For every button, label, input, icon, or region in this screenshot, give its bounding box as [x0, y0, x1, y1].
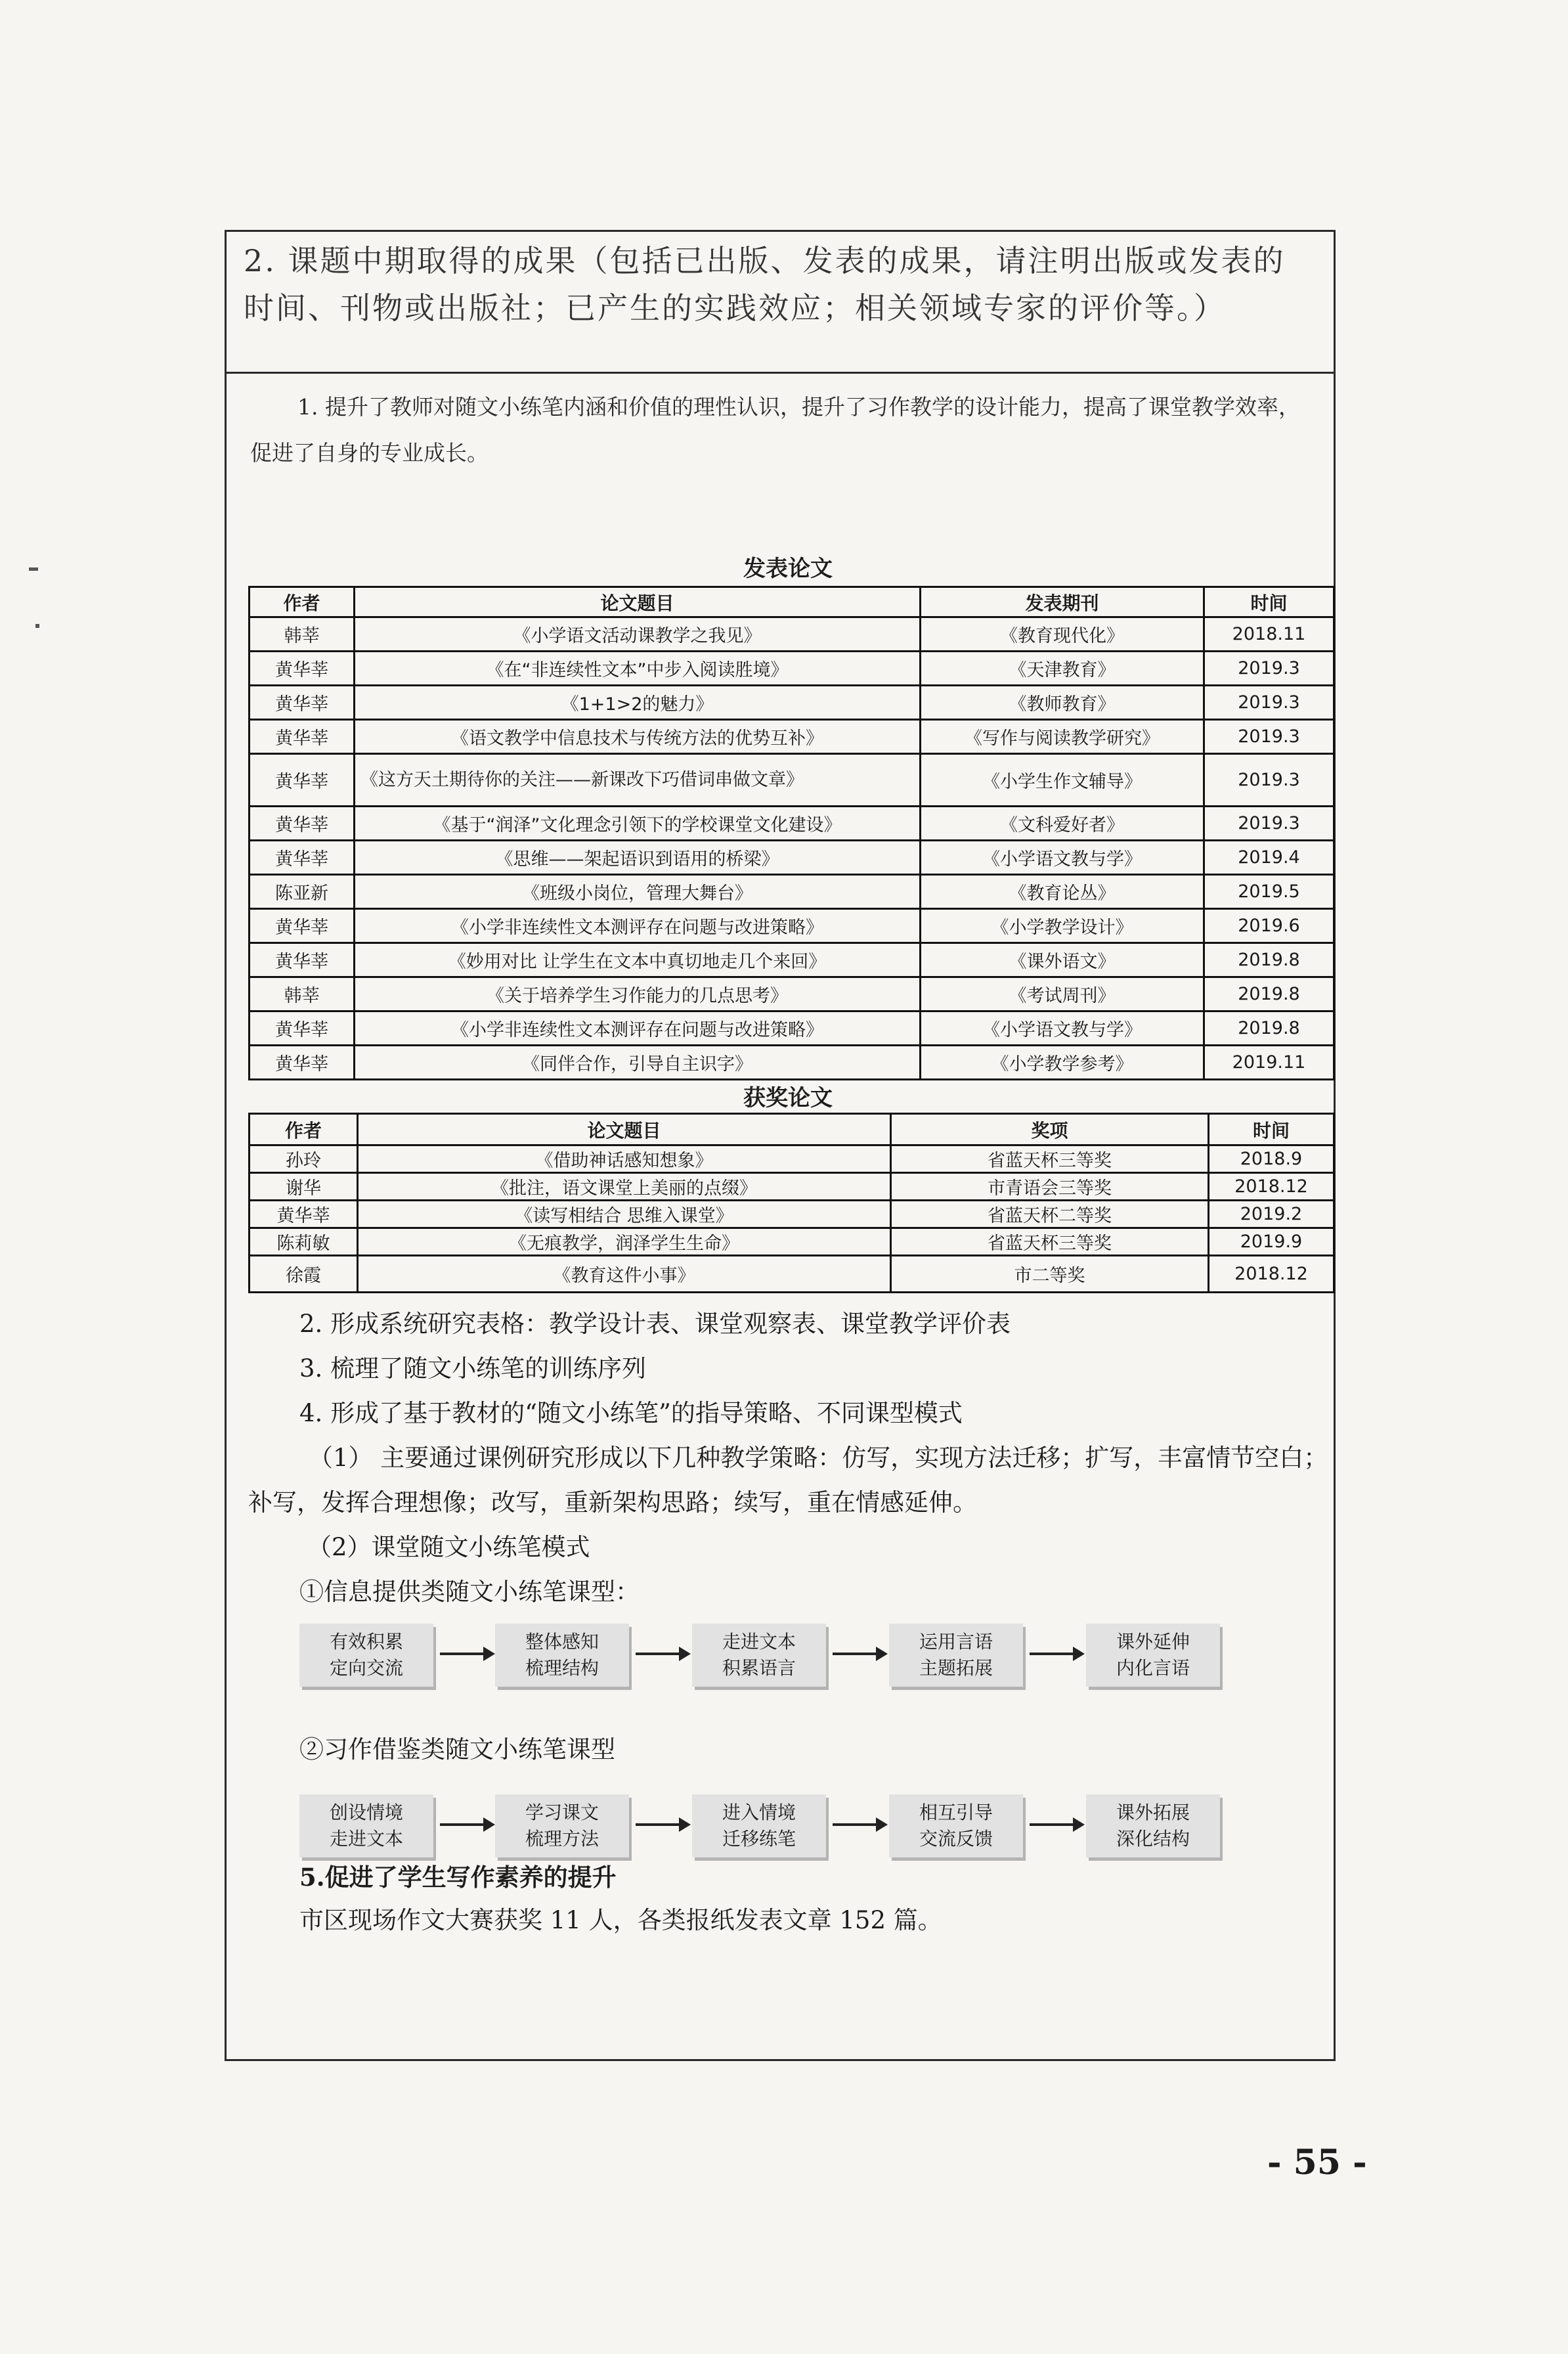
flow-step-line: 梳理结构: [525, 1657, 599, 1679]
date-cell: 2018.12: [1209, 1256, 1334, 1293]
author-cell: 陈亚新: [250, 875, 355, 909]
title-cell: 《批注，语文课堂上美丽的点缀》: [358, 1173, 891, 1201]
author-cell: 韩莘: [250, 977, 355, 1011]
flow-step-line: 交流反馈: [919, 1828, 993, 1850]
flow-step-line: 迁移练笔: [722, 1828, 796, 1850]
author-cell: 孙玲: [250, 1145, 358, 1173]
item-5-title: 5.促进了学生写作素养的提升: [299, 1863, 617, 1892]
header-cell: 时间: [1204, 587, 1334, 617]
header-cell: 作者: [250, 587, 355, 617]
source-cell: 《写作与阅读教学研究》: [921, 720, 1204, 754]
source-cell: 《考试周刊》: [921, 977, 1204, 1011]
source-cell: 《小学教学参考》: [921, 1046, 1204, 1080]
flow-step-line: 梳理方法: [525, 1828, 599, 1850]
flow-step-line: 学习课文: [525, 1802, 599, 1823]
title-cell: 《读写相结合 思维入课堂》: [358, 1201, 891, 1228]
flow-step: [299, 1624, 433, 1687]
flow-step-line: 课外延伸: [1116, 1631, 1190, 1653]
table-row: [250, 1256, 1334, 1293]
date-cell: 2019.5: [1204, 875, 1334, 909]
flow-step-line: 走进文本: [329, 1828, 403, 1850]
source-cell: 市二等奖: [891, 1256, 1209, 1293]
awards-caption: 获奖论文: [743, 1085, 833, 1111]
flow-arrow-icon: [1030, 1823, 1082, 1826]
page-number: - 55 -: [1267, 2143, 1367, 2183]
table-row: [250, 807, 1334, 841]
flow-step-line: 积累语言: [722, 1657, 796, 1679]
date-cell: 2019.8: [1204, 943, 1334, 977]
item-4-1: （1） 主要通过课例研究形成以下几种教学策略：仿写，实现方法迁移；扩写，丰富情节空白；补写，发挥合理想像；改写，重新架构思路；续写，重在情感延伸。: [248, 1444, 1328, 1517]
intro-paragraph: 1. 提升了教师对随文小练笔内涵和价值的理性认识，提升了习作教学的设计能力，提高了课堂教学效率，促进了自身的专业成长。: [250, 394, 1300, 466]
table-row: [250, 977, 1334, 1011]
flow-step-line: 整体感知: [525, 1631, 599, 1653]
item-4-2: （2）课堂随文小练笔模式: [307, 1533, 590, 1561]
author-cell: 黄华莘: [250, 807, 355, 841]
flow-step: [1086, 1794, 1220, 1857]
table-row: [250, 617, 1334, 652]
header-cell: 论文题目: [355, 587, 921, 617]
flow-step-line: 创设情境: [329, 1802, 403, 1823]
flow-step: [495, 1794, 629, 1857]
date-cell: 2019.3: [1204, 807, 1334, 841]
flow-arrow-icon: [1030, 1653, 1082, 1655]
author-cell: 谢华: [250, 1173, 358, 1201]
date-cell: 2019.3: [1204, 686, 1334, 720]
item-3: 3. 梳理了随文小练笔的训练序列: [299, 1354, 647, 1383]
flow1-title: ①信息提供类随文小练笔课型：: [299, 1578, 640, 1606]
source-cell: 《小学语文教与学》: [921, 1011, 1204, 1046]
table-row: [250, 720, 1334, 754]
date-cell: 2019.3: [1204, 652, 1334, 686]
header-cell: 时间: [1209, 1114, 1334, 1145]
date-cell: 2019.8: [1204, 977, 1334, 1011]
flow-step: [692, 1624, 826, 1687]
title-cell: 《借助神话感知想象》: [358, 1145, 891, 1173]
title-cell: 《班级小岗位，管理大舞台》: [355, 875, 921, 909]
table-row: [250, 1011, 1334, 1046]
source-cell: 《教育论丛》: [921, 875, 1204, 909]
author-cell: 黄华莘: [250, 652, 355, 686]
award-papers-table: [248, 1113, 1335, 1293]
source-cell: 省蓝天杯三等奖: [891, 1228, 1209, 1256]
table-row: [250, 1201, 1334, 1228]
date-cell: 2019.2: [1209, 1201, 1334, 1228]
author-cell: 黄华莘: [250, 1011, 355, 1046]
item-2: 2. 形成系统研究表格：教学设计表、课堂观察表、课堂教学评价表: [299, 1310, 1011, 1338]
title-cell: 《语文教学中信息技术与传统方法的优势互补》: [355, 720, 921, 754]
title-cell: 《基于“润泽”文化理念引领下的学校课堂文化建设》: [355, 807, 921, 841]
table-row: [250, 1046, 1334, 1080]
table-header-row: [250, 1114, 1334, 1145]
date-cell: 2019.3: [1204, 720, 1334, 754]
flow-step-line: 运用言语: [919, 1631, 993, 1653]
flow-arrow-icon: [636, 1653, 688, 1655]
title-cell: 《思维——架起语识到语用的桥梁》: [355, 841, 921, 875]
table-row: [250, 875, 1334, 909]
title-cell: 《小学语文活动课教学之我见》: [355, 617, 921, 652]
published-caption: 发表论文: [743, 556, 833, 582]
header-cell: 论文题目: [358, 1114, 891, 1145]
source-cell: 省蓝天杯三等奖: [891, 1145, 1209, 1173]
date-cell: 2019.4: [1204, 841, 1334, 875]
flow-step-line: 主题拓展: [919, 1657, 993, 1679]
header-cell: 发表期刊: [921, 587, 1204, 617]
source-cell: 《教师教育》: [921, 686, 1204, 720]
author-cell: 黄华莘: [250, 686, 355, 720]
flow-arrow-icon: [833, 1653, 885, 1655]
flow-step: [889, 1624, 1023, 1687]
table-header-row: [250, 587, 1334, 617]
source-cell: 《文科爱好者》: [921, 807, 1204, 841]
flow-step: [495, 1624, 629, 1687]
source-cell: 《教育现代化》: [921, 617, 1204, 652]
table-row: [250, 909, 1334, 943]
flow-step-line: 进入情境: [722, 1802, 796, 1823]
flow-step: [1086, 1624, 1220, 1687]
table-row: [250, 1145, 1334, 1173]
author-cell: 韩莘: [250, 617, 355, 652]
flow-step-line: 课外拓展: [1116, 1802, 1190, 1823]
title-cell: 《关于培养学生习作能力的几点思考》: [355, 977, 921, 1011]
title-cell: 《小学非连续性文本测评存在问题与改进策略》: [355, 909, 921, 943]
table-row: [250, 1173, 1334, 1201]
author-cell: 黄华莘: [250, 754, 355, 807]
author-cell: 陈莉敏: [250, 1228, 358, 1256]
author-cell: 黄华莘: [250, 1201, 358, 1228]
source-cell: 《小学生作文辅导》: [921, 754, 1204, 807]
title-cell: 《无痕教学，润泽学生生命》: [358, 1228, 891, 1256]
table-row: [250, 1228, 1334, 1256]
title-cell: 《这方天土期待你的关注——新课改下巧借词串做文章》: [355, 754, 921, 807]
date-cell: 2019.3: [1204, 754, 1334, 807]
flow-arrow-icon: [440, 1823, 492, 1826]
date-cell: 2019.11: [1204, 1046, 1334, 1080]
author-cell: 黄华莘: [250, 1046, 355, 1080]
section-heading: 2. 课题中期取得的成果（包括已出版、发表的成果，请注明出版或发表的时间、刊物或出版社；已产生的实践效应；相关领域专家的评价等。）: [227, 232, 1334, 374]
title-cell: 《妙用对比 让学生在文本中真切地走几个来回》: [355, 943, 921, 977]
flow-step-line: 定向交流: [329, 1657, 403, 1679]
date-cell: 2019.6: [1204, 909, 1334, 943]
flow-arrow-icon: [636, 1823, 688, 1826]
date-cell: 2019.9: [1209, 1228, 1334, 1256]
source-cell: 《天津教育》: [921, 652, 1204, 686]
table-row: [250, 686, 1334, 720]
table-row: [250, 652, 1334, 686]
title-cell: 《同伴合作，引导自主识字》: [355, 1046, 921, 1080]
flow-step-line: 深化结构: [1116, 1828, 1190, 1850]
published-papers-table: [248, 586, 1335, 1080]
title-cell: 《1+1>2的魅力》: [355, 686, 921, 720]
flow-arrow-icon: [833, 1823, 885, 1826]
author-cell: 黄华莘: [250, 841, 355, 875]
source-cell: 《小学语文教与学》: [921, 841, 1204, 875]
author-cell: 黄华莘: [250, 720, 355, 754]
flow-arrow-icon: [440, 1653, 492, 1655]
item-5-text: 市区现场作文大赛获奖 11 人，各类报纸发表文章 152 篇。: [299, 1906, 942, 1934]
author-cell: 黄华莘: [250, 909, 355, 943]
flow-step-line: 相互引导: [919, 1802, 993, 1823]
date-cell: 2018.12: [1209, 1173, 1334, 1201]
item-4: 4. 形成了基于教材的“随文小练笔”的指导策略、不同课型模式: [299, 1399, 963, 1427]
flow-step: [889, 1794, 1023, 1857]
source-cell: 市青语会三等奖: [891, 1173, 1209, 1201]
header-cell: 奖项: [891, 1114, 1209, 1145]
source-cell: 省蓝天杯二等奖: [891, 1201, 1209, 1228]
source-cell: 《小学教学设计》: [921, 909, 1204, 943]
table-row: [250, 841, 1334, 875]
scan-speck: [29, 567, 38, 571]
table-row: [250, 754, 1334, 807]
author-cell: 徐霞: [250, 1256, 358, 1293]
header-cell: 作者: [250, 1114, 358, 1145]
flow-step: [299, 1794, 433, 1857]
flow-step: [692, 1794, 826, 1857]
title-cell: 《在“非连续性文本”中步入阅读胜境》: [355, 652, 921, 686]
flow-step-line: 内化言语: [1116, 1657, 1190, 1679]
flow1-diagram: [299, 1624, 1219, 1696]
flow2-title: ②习作借鉴类随文小练笔课型: [299, 1735, 615, 1764]
scan-speck: [35, 624, 39, 628]
source-cell: 《课外语文》: [921, 943, 1204, 977]
table-row: [250, 943, 1334, 977]
flow-step-line: 走进文本: [722, 1631, 796, 1653]
date-cell: 2019.8: [1204, 1011, 1334, 1046]
flow-step-line: 有效积累: [329, 1631, 403, 1653]
author-cell: 黄华莘: [250, 943, 355, 977]
title-cell: 《教育这件小事》: [358, 1256, 891, 1293]
date-cell: 2018.11: [1204, 617, 1334, 652]
title-cell: 《小学非连续性文本测评存在问题与改进策略》: [355, 1011, 921, 1046]
date-cell: 2018.9: [1209, 1145, 1334, 1173]
